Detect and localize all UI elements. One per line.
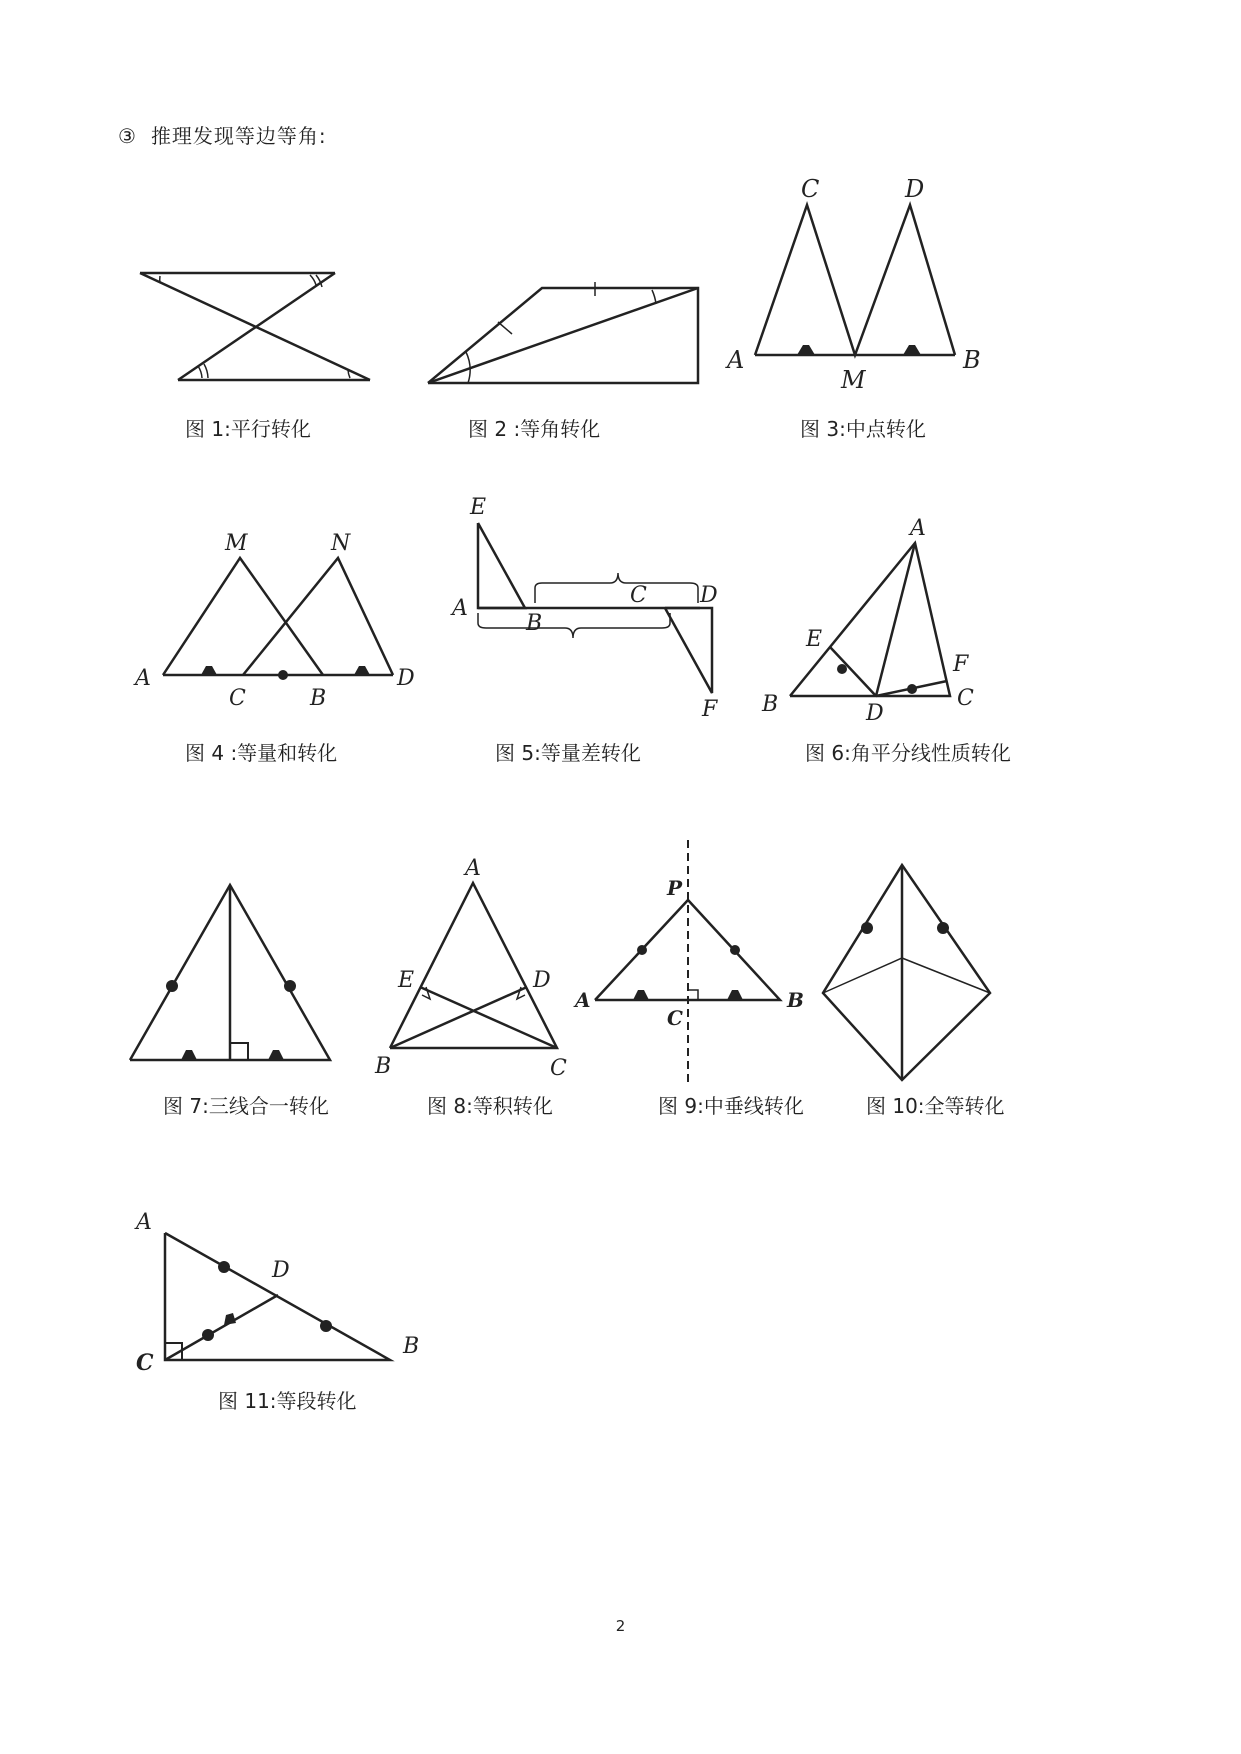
point-label: E [470, 495, 487, 520]
point-label: E [398, 968, 415, 993]
figure-1-caption: 图 1:平行转化 [185, 417, 311, 441]
point-label: B [762, 692, 779, 717]
point-label: A [136, 1210, 152, 1235]
point-label: D [397, 666, 415, 691]
point-label: D [866, 701, 884, 726]
point-label: C [667, 1006, 683, 1030]
page-number: 2 [615, 1617, 626, 1635]
point-label: E [806, 627, 823, 652]
point-label: D [905, 175, 925, 203]
figure-10-caption: 图 10:全等转化 [866, 1094, 1005, 1118]
point-label: D [533, 968, 551, 993]
point-label: C [229, 686, 246, 711]
figure-11-caption: 图 11:等段转化 [218, 1389, 357, 1413]
point-label: C [801, 175, 820, 203]
figure-7-three-lines-diagram [125, 880, 345, 1080]
section-heading [118, 120, 327, 149]
point-label: B [375, 1054, 392, 1079]
figure-5-caption: 图 5:等量差转化 [495, 741, 641, 765]
figure-5-difference-diagram [450, 488, 725, 722]
section-title: 推理发现等边等角: [150, 124, 327, 148]
point-label: P [667, 876, 683, 900]
figure-4-sum-diagram [135, 530, 420, 710]
point-label: A [452, 596, 468, 621]
figure-8-area-diagram [375, 855, 575, 1080]
point-label: D [272, 1258, 290, 1283]
figure-1-parallel-diagram [130, 265, 370, 385]
figure-4-caption: 图 4 :等量和转化 [185, 741, 338, 765]
figure-2-angle-diagram [420, 280, 710, 385]
point-label: B [310, 686, 327, 711]
point-label: F [702, 697, 718, 722]
figure-3-midpoint-diagram [725, 175, 985, 394]
point-label: C [630, 583, 647, 608]
point-label: B [526, 611, 543, 636]
figure-11-segment-diagram [128, 1205, 448, 1375]
point-label: C [957, 686, 974, 711]
point-label: B [787, 988, 804, 1012]
section-number: ③ [118, 124, 137, 148]
point-label: A [727, 346, 745, 374]
figure-6-bisector-diagram [760, 515, 990, 726]
point-label: A [135, 666, 151, 691]
point-label: B [963, 346, 981, 374]
point-label: C [136, 1350, 154, 1376]
figure-3-caption: 图 3:中点转化 [800, 417, 926, 441]
figure-10-congruence-diagram [815, 860, 995, 1085]
point-label: A [465, 856, 481, 881]
point-label: M [225, 531, 248, 556]
point-label: M [841, 366, 866, 394]
figure-9-caption: 图 9:中垂线转化 [658, 1094, 804, 1118]
figure-8-caption: 图 8:等积转化 [427, 1094, 553, 1118]
point-label: D [700, 583, 718, 608]
point-label: F [953, 652, 969, 677]
point-label: A [910, 516, 926, 541]
figure-2-caption: 图 2 :等角转化 [468, 417, 601, 441]
figure-6-caption: 图 6:角平分线性质转化 [805, 741, 1011, 765]
point-label: N [331, 531, 351, 556]
point-label: C [550, 1056, 567, 1081]
figure-9-perpendicular-bisector-diagram [575, 835, 815, 1090]
point-label: A [575, 988, 591, 1012]
point-label: B [403, 1334, 420, 1359]
figure-7-caption: 图 7:三线合一转化 [163, 1094, 329, 1118]
